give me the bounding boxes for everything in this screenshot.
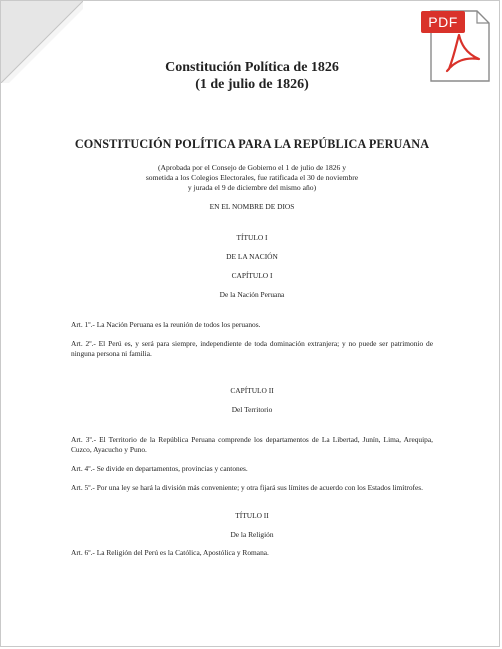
- article-4: Art. 4º.- Se divide en departamentos, provincias y cantones.: [71, 464, 248, 473]
- article-3: Art. 3º.- El Territorio de la República Peruana comprende los departamentos de La Libertad, Junín, Lima, Arequipa, Cuzco, Ayacucho y Puno.: [71, 435, 433, 454]
- article-5: Art. 5º.- Por una ley se hará la división más conveniente; y otra fijará sus límites de acuerdo con los Estados limítrofes.: [71, 483, 424, 492]
- intro-line-3: y jurada el 9 de diciembre del mismo año): [187, 183, 317, 192]
- article-6: Art. 6º.- La Religión del Perú es la Católica, Apostólica y Romana.: [71, 548, 269, 557]
- capitulo-2-name: Del Territorio: [231, 405, 273, 414]
- doc-title-line2: (1 de julio de 1826): [195, 77, 309, 92]
- titulo-2-name: De la Religión: [230, 530, 274, 539]
- capitulo-2-heading: CAPÍTULO II: [230, 386, 274, 395]
- titulo-1-heading: TÍTULO I: [236, 233, 268, 242]
- capitulo-1-heading: CAPÍTULO I: [231, 271, 273, 280]
- intro-text: [71, 163, 433, 193]
- titulo-2-heading: TÍTULO II: [235, 511, 269, 520]
- titulo-1-name: DE LA NACIÓN: [226, 252, 278, 261]
- document-content: [71, 59, 433, 558]
- doc-title-line1: Constitución Política de 1826: [165, 60, 339, 75]
- article-2: Art. 2º.- El Perú es, y será para siempre, independiente de toda dominación extranjera; y no puede ser patrimonio de ninguna persona ni familia.: [71, 339, 433, 358]
- intro-line-1: (Aprobada por el Consejo de Gobierno el 1 de julio de 1826 y: [157, 163, 347, 172]
- article-1: Art. 1º.- La Nación Peruana es la reunión de todos los peruanos.: [71, 320, 261, 329]
- intro-line-2: sometida a los Colegios Electorales, fue ratificada el 30 de noviembre: [145, 173, 359, 182]
- capitulo-1-name: De la Nación Peruana: [219, 290, 285, 299]
- invocation: EN EL NOMBRE DE DIOS: [209, 202, 295, 211]
- pdf-badge: PDF: [421, 11, 465, 33]
- main-title: CONSTITUCIÓN POLÍTICA PARA LA REPÚBLICA PERUANA: [74, 137, 430, 151]
